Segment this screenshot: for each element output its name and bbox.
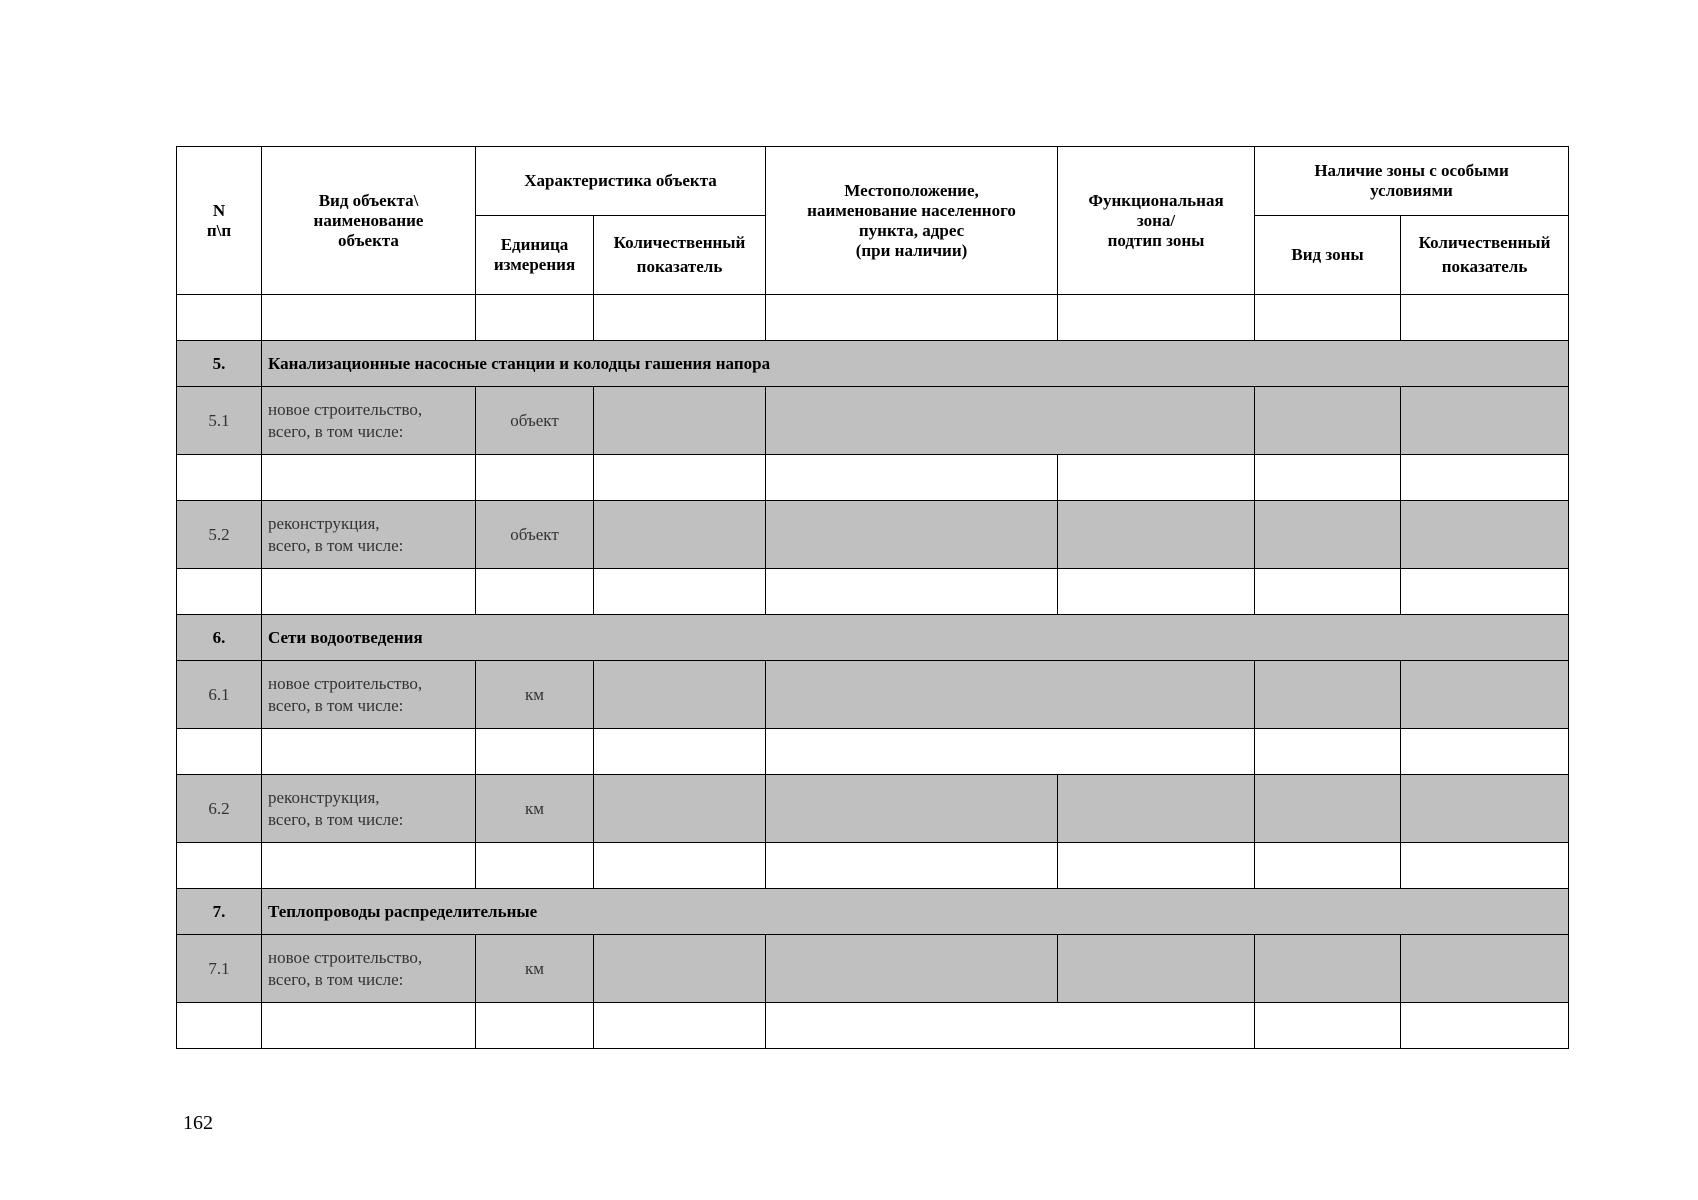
item-name: реконструкция, всего, в том числе: xyxy=(262,501,476,569)
header-unit: Единица измерения xyxy=(476,216,594,295)
header-characteristic: Характеристика объекта xyxy=(476,147,766,216)
table-row xyxy=(177,935,1569,1003)
section-row-7 xyxy=(177,889,1569,935)
header-zone-quantity: Количественный показатель xyxy=(1401,216,1569,295)
header-zone-type: Вид зоны xyxy=(1255,216,1401,295)
section-title: Теплопроводы распределительные xyxy=(262,889,1569,935)
item-name: реконструкция, всего, в том числе: xyxy=(262,775,476,843)
table-header xyxy=(177,147,1569,295)
table-row xyxy=(177,501,1569,569)
item-name: новое строительство, всего, в том числе: xyxy=(262,935,476,1003)
item-number: 6.2 xyxy=(177,775,262,843)
header-functional-zone: Функциональная зона/ подтип зоны xyxy=(1058,147,1255,295)
item-unit: км xyxy=(476,775,594,843)
item-number: 5.1 xyxy=(177,387,262,455)
header-quantity: Количественный показатель xyxy=(594,216,766,295)
item-unit: объект xyxy=(476,501,594,569)
section-row-6 xyxy=(177,615,1569,661)
item-unit: объект xyxy=(476,387,594,455)
header-type-name: Вид объекта\ наименование объекта xyxy=(262,147,476,295)
item-unit: км xyxy=(476,661,594,729)
table-row xyxy=(177,295,1569,341)
section-number: 7. xyxy=(177,889,262,935)
item-number: 6.1 xyxy=(177,661,262,729)
item-name: новое строительство, всего, в том числе: xyxy=(262,387,476,455)
item-number: 7.1 xyxy=(177,935,262,1003)
table-row xyxy=(177,387,1569,455)
item-unit: км xyxy=(476,935,594,1003)
table-row xyxy=(177,729,1569,775)
page-number: 162 xyxy=(183,1112,213,1134)
table-row xyxy=(177,569,1569,615)
item-number: 5.2 xyxy=(177,501,262,569)
section-title: Канализационные насосные станции и колодцы гашения напора xyxy=(262,341,1569,387)
item-name: новое строительство, всего, в том числе: xyxy=(262,661,476,729)
section-number: 6. xyxy=(177,615,262,661)
header-location: Местоположение, наименование населенного пункта, адрес (при наличии) xyxy=(766,147,1058,295)
table-row xyxy=(177,843,1569,889)
section-row-5 xyxy=(177,341,1569,387)
section-number: 5. xyxy=(177,341,262,387)
header-num: N п\п xyxy=(177,147,262,295)
objects-table xyxy=(176,146,1569,1049)
table-row xyxy=(177,661,1569,729)
table-row xyxy=(177,775,1569,843)
header-special-zone: Наличие зоны с особыми условиями xyxy=(1255,147,1569,216)
table-row xyxy=(177,1003,1569,1049)
section-title: Сети водоотведения xyxy=(262,615,1569,661)
table-row xyxy=(177,455,1569,501)
